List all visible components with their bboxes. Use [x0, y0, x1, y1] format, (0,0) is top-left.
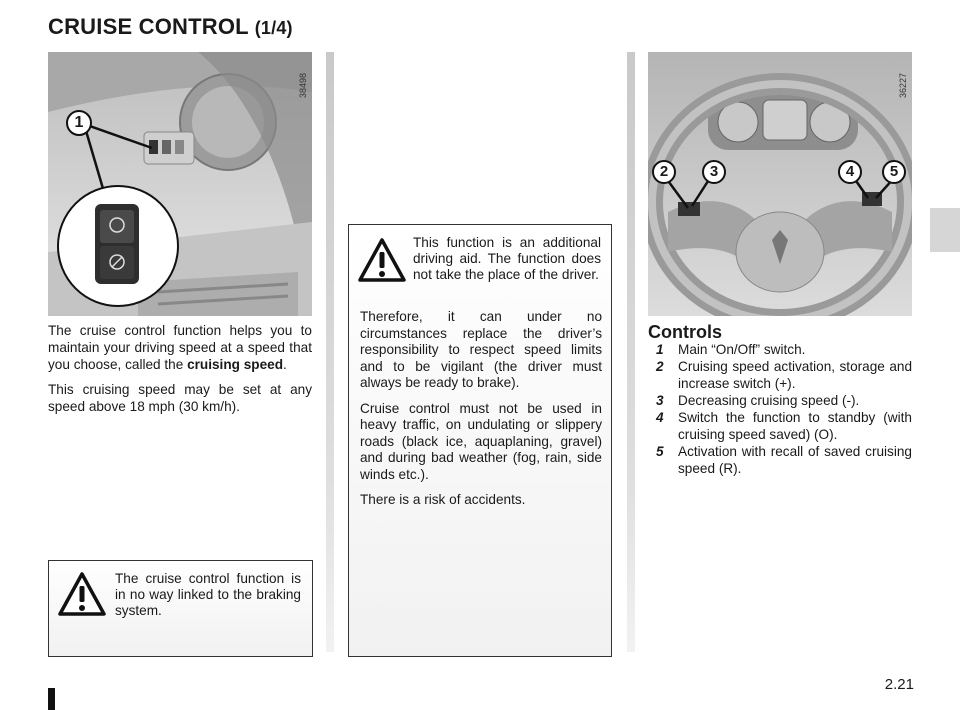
driving-aid-body [360, 309, 602, 518]
controls-item [650, 443, 912, 477]
controls-item [650, 341, 912, 358]
driving-aid-lead-text: This function is an additional driving aid. The function does not take the place of the driver. [413, 235, 601, 282]
column-divider-right [627, 52, 635, 652]
braking-warning-box [48, 560, 313, 657]
switch-photo [48, 52, 312, 316]
column-divider-left [326, 52, 334, 652]
controls-item-number: 2 [656, 359, 664, 374]
controls-item-number: 5 [656, 444, 664, 459]
controls-item [650, 409, 912, 443]
callout-2: 2 [652, 160, 676, 184]
controls-item [650, 358, 912, 392]
controls-item-number: 1 [656, 342, 664, 357]
controls-item-text: Activation with recall of saved cruising speed (R). [678, 444, 912, 476]
warning-paragraph: There is a risk of accidents. [360, 492, 526, 507]
braking-warning-text: The cruise control function is in no way linked to the braking system. [115, 571, 301, 618]
image-ref-right: 36227 [898, 72, 908, 98]
driving-aid-warning-box [348, 224, 612, 657]
controls-item-text: Switch the function to standby (with cruising speed saved) (O). [678, 410, 912, 442]
page-title [48, 14, 293, 40]
callout-3: 3 [702, 160, 726, 184]
warning-paragraph: Cruise control must not be used in heavy traffic, on undulating or slippery roads (black ice, aquaplaning, gravel) and during bad weather (fog, rain, side winds etc.). [360, 400, 602, 482]
controls-item [650, 392, 912, 409]
section-thumb-tab [930, 208, 960, 252]
switch-photo-illustration [48, 52, 312, 316]
warning-triangle-icon [57, 571, 107, 617]
controls-list [650, 341, 912, 477]
controls-item-text: Main “On/Off” switch. [678, 342, 806, 357]
controls-item-number: 4 [656, 410, 664, 425]
title-part: (1/4) [254, 18, 293, 38]
callout-4: 4 [838, 160, 862, 184]
intro-paragraph-2: This cruising speed may be set at any speed above 18 mph (30 km/h). [48, 382, 312, 414]
controls-heading: Controls [648, 322, 722, 342]
warning-triangle-icon [357, 237, 407, 283]
title-text: CRUISE CONTROL [48, 14, 249, 39]
controls-item-text: Decreasing cruising speed (-). [678, 393, 860, 408]
steering-wheel-illustration [648, 52, 912, 316]
image-ref-left: 38498 [298, 72, 308, 98]
intro-paragraph-1: The cruise control function helps you to maintain your driving speed at a speed that you choose, called the cruising speed. [48, 323, 312, 372]
warning-paragraph: Therefore, it can under no circumstances replace the driver’s responsibility to respect speed limits and to be vigilant (the driver must always be ready to brake). [360, 309, 602, 390]
intro-text [48, 322, 312, 423]
controls-item-text: Cruising speed activation, storage and increase switch (+). [678, 359, 912, 391]
callout-1: 1 [66, 110, 92, 136]
controls-item-number: 3 [656, 393, 664, 408]
corner-mark [48, 688, 55, 710]
page-number: 2.21 [884, 676, 914, 693]
steering-wheel-photo [648, 52, 912, 316]
cruising-speed-term: cruising speed [187, 357, 284, 372]
callout-5: 5 [882, 160, 906, 184]
